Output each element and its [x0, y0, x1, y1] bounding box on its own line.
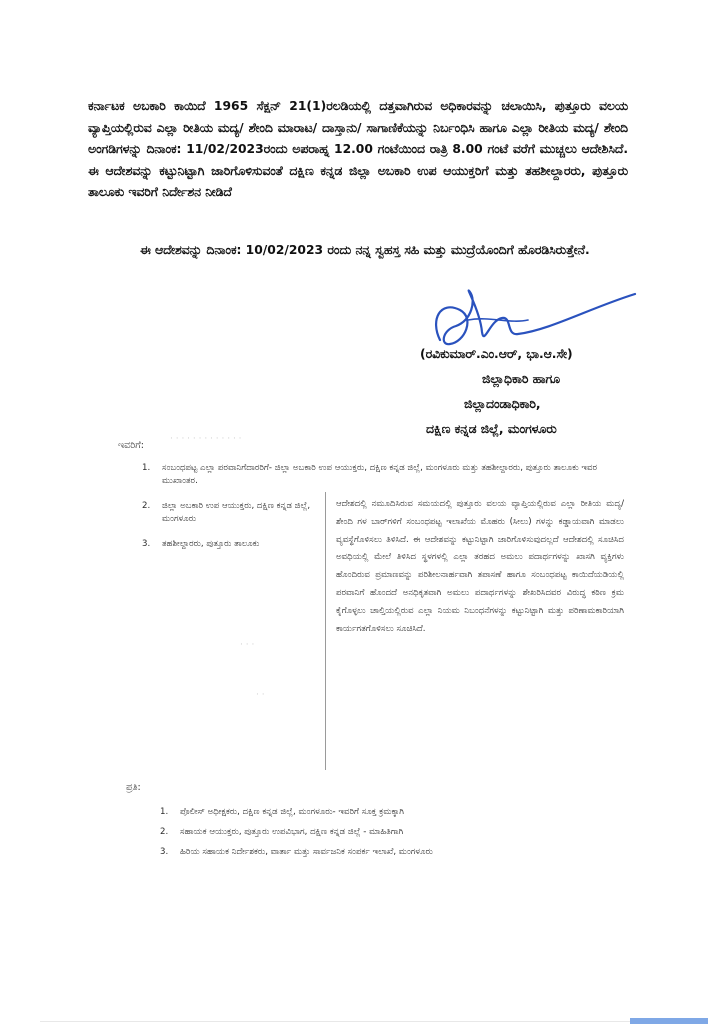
- to-item-3: [142, 538, 322, 551]
- column-divider: [325, 492, 326, 770]
- copy-item-3-number: 3.: [160, 847, 169, 857]
- to-item-1: [142, 462, 612, 487]
- signatory-name: (ರವಿಕುಮಾರ್.ಎಂ.ಆರ್, ಭಾ.ಆ.ಸೇ): [420, 347, 573, 361]
- faint-bleed-text-2: · · ·: [240, 640, 255, 650]
- order-paragraph-2: ಈ ಆದೇಶವನ್ನು ದಿನಾಂಕ: 10/02/2023 ರಂದು ನನ್ನ ಸ್ವಹಸ್ತ ಸಹಿ ಮತ್ತು ಮುದ್ರೆಯೊಂದಿಗೆ ಹೊರಡಿಸಿರುತ್ತೇನೆ.: [140, 243, 590, 257]
- footer-accent-bar: [630, 1018, 708, 1024]
- to-item-1-number: 1.: [142, 463, 151, 473]
- instruction-text: ಆದೇಶದಲ್ಲಿ ನಮೂದಿಸಿರುವ ಸಮಯದಲ್ಲಿ ಪುತ್ತೂರು ವಲಯ ವ್ಯಾಪ್ತಿಯಲ್ಲಿರುವ ಎಲ್ಲಾ ರೀತಿಯ ಮದ್ಯ/ ಶೇಂದಿ ಗಳ ಬಾರ್‌ಗಳಿಗೆ ಸಂಬಂಧಪಟ್ಟ ಇಲಾಖೆಯ ಮೊಹರು (ಸೀಲು) ಗಳನ್ನು ಕಡ್ಡಾಯವಾಗಿ ಮಾಡಲು ವ್ಯವಸ್ಥೆಗೊಳಿಸಲು ತಿಳಿಸಿದೆ. ಈ ಆದೇಶವನ್ನು ಕಟ್ಟುನಿಟ್ಟಾಗಿ ಜಾರಿಗೊಳಿಸುವುದಲ್ಲದೆ ಆದೇಶದಲ್ಲಿ ಸೂಚಿಸಿದ ಅವಧಿಯಲ್ಲಿ ಮೇಲೆ ತಿಳಿಸಿದ ಸ್ಥಳಗಳಲ್ಲಿ ಎಲ್ಲಾ ತರಹದ ಅಮಲು ಪದಾರ್ಥಗಳನ್ನು ಖಾಸಗಿ ವ್ಯಕ್ತಿಗಳು ಹೊಂದಿರುವ ಪ್ರಮಾಣವನ್ನು ಪರಿಶೀಲನಾರ್ಹವಾಗಿ ತಪಾಸಣೆ ಹಾಗೂ ಸಂಬಂಧಪಟ್ಟ ಕಾಯಿದೆಯಡಿಯಲ್ಲಿ ಪರವಾನಿಗೆ ಹೊಂದದೆ ಅನಧಿಕೃತವಾಗಿ ಅಮಲು ಪದಾರ್ಥಗಳನ್ನು ಶೇಖರಿಸಿದವರ ವಿರುದ್ಧ ಕಠಿಣ ಕ್ರಮ ಕೈಗೊಳ್ಳಲು ಚಾಲ್ತಿಯಲ್ಲಿರುವ ಎಲ್ಲಾ ನಿಯಮ ನಿಬಂಧನೆಗಳನ್ನು ಕಟ್ಟುನಿಟ್ಟಾಗಿ ಮತ್ತು ಪರಿಣಾಮಕಾರಿಯಾಗಿ ಕಾರ್ಯಗತಗೊಳಿಸಲು ಸೂಚಿಸಿದೆ.: [336, 499, 624, 634]
- copy-item-1-text: ಪೊಲೀಸ್ ಅಧೀಕ್ಷಕರು, ದಕ್ಷಿಣ ಕನ್ನಡ ಜಿಲ್ಲೆ, ಮಂಗಳೂರು- ಇವರಿಗೆ ಸೂಕ್ತ ಕ್ರಮಕ್ಕಾಗಿ: [180, 807, 404, 817]
- signatory-office: ದಕ್ಷಿಣ ಕನ್ನಡ ಜಿಲ್ಲೆ, ಮಂಗಳೂರು: [426, 422, 557, 436]
- copy-item-1: [160, 806, 620, 819]
- to-item-3-text: ತಹಶೀಲ್ದಾರರು, ಪುತ್ತೂರು ತಾಲೂಕು: [162, 539, 260, 549]
- signatory-title-2: ಜಿಲ್ಲಾದಂಡಾಧಿಕಾರಿ,: [464, 397, 541, 411]
- to-label: ಇವರಿಗೆ:: [118, 440, 145, 451]
- faint-bleed-text: · · · · · · · · · · · · ·: [170, 434, 242, 444]
- to-item-2: [142, 500, 322, 525]
- signatory-block: [420, 342, 640, 442]
- footer-line: [40, 1021, 640, 1022]
- copy-item-2-number: 2.: [160, 827, 169, 837]
- to-item-3-number: 3.: [142, 539, 151, 549]
- copy-item-2-text: ಸಹಾಯಕ ಆಯುಕ್ತರು, ಪುತ್ತೂರು ಉಪವಿಭಾಗ, ದಕ್ಷಿಣ ಕನ್ನಡ ಜಿಲ್ಲೆ - ಮಾಹಿತಿಗಾಗಿ: [180, 827, 404, 837]
- to-item-2-number: 2.: [142, 501, 151, 511]
- copy-item-2: [160, 826, 620, 839]
- to-item-2-text: ಜಿಲ್ಲಾ ಅಬಕಾರಿ ಉಪ ಆಯುಕ್ತರು, ದಕ್ಷಿಣ ಕನ್ನಡ ಜಿಲ್ಲೆ, ಮಂಗಳೂರು: [162, 501, 311, 524]
- copy-item-3: [160, 846, 620, 859]
- signatory-title-1: ಜಿಲ್ಲಾಧಿಕಾರಿ ಹಾಗೂ: [482, 372, 560, 386]
- copy-label: ಪ್ರತಿ:: [126, 782, 141, 793]
- copy-item-1-number: 1.: [160, 807, 169, 817]
- copy-item-3-text: ಹಿರಿಯ ಸಹಾಯಕ ನಿರ್ದೇಶಕರು, ವಾರ್ತಾ ಮತ್ತು ಸಾರ್ವಜನಿಕ ಸಂಪರ್ಕ ಇಲಾಖೆ, ಮಂಗಳೂರು: [180, 847, 433, 857]
- to-item-1-text: ಸಂಬಂಧಪಟ್ಟ ಎಲ್ಲಾ ಪರವಾನಿಗೆದಾರರಿಗೆ- ಜಿಲ್ಲಾ ಅಬಕಾರಿ ಉಪ ಆಯುಕ್ತರು, ದಕ್ಷಿಣ ಕನ್ನಡ ಜಿಲ್ಲೆ, ಮಂಗಳೂರು ಮತ್ತು ತಹಶೀಲ್ದಾರರು, ಪುತ್ತೂರು ತಾಲೂಕು ಇವರ ಮುಖಾಂತರ.: [162, 463, 598, 486]
- faint-bleed-text-3: · ·: [256, 690, 265, 700]
- order-paragraph-1: ಕರ್ನಾಟಕ ಅಬಕಾರಿ ಕಾಯಿದೆ 1965 ಸೆಕ್ಷನ್ 21(1)ರಲಡಿಯಲ್ಲಿ ದತ್ತವಾಗಿರುವ ಅಧಿಕಾರವನ್ನು ಚಲಾಯಿಸಿ, ಪುತ್ತೂರು ವಲಯ ವ್ಯಾಪ್ತಿಯಲ್ಲಿರುವ ಎಲ್ಲಾ ರೀತಿಯ ಮದ್ಯ/ ಶೇಂದಿ ಮಾರಾಟ/ ದಾಸ್ತಾನು/ ಸಾಗಾಣಿಕೆಯನ್ನು ನಿರ್ಬಂಧಿಸಿ ಹಾಗೂ ಎಲ್ಲಾ ರೀತಿಯ ಮದ್ಯ/ ಶೇಂದಿ ಅಂಗಡಿಗಳನ್ನು ದಿನಾಂಕ: 11/02/2023ರಂದು ಅಪರಾಹ್ನ 12.00 ಗಂಟೆಯಿಂದ ರಾತ್ರಿ 8.00 ಗಂಟೆ ವರೆಗೆ ಮುಚ್ಚಲು ಆದೇಶಿಸಿದೆ. ಈ ಆದೇಶವನ್ನು ಕಟ್ಟುನಿಟ್ಟಾಗಿ ಜಾರಿಗೊಳಿಸುವಂತೆ ದಕ್ಷಿಣ ಕನ್ನಡ ಜಿಲ್ಲಾ ಅಬಕಾರಿ ಉಪ ಆಯುಕ್ತರಿಗೆ ಮತ್ತು ತಹಶೀಲ್ದಾರರು, ಪುತ್ತೂರು ತಾಲೂಕು ಇವರಿಗೆ ನಿರ್ದೇಶನ ನೀಡಿದೆ: [88, 99, 628, 199]
